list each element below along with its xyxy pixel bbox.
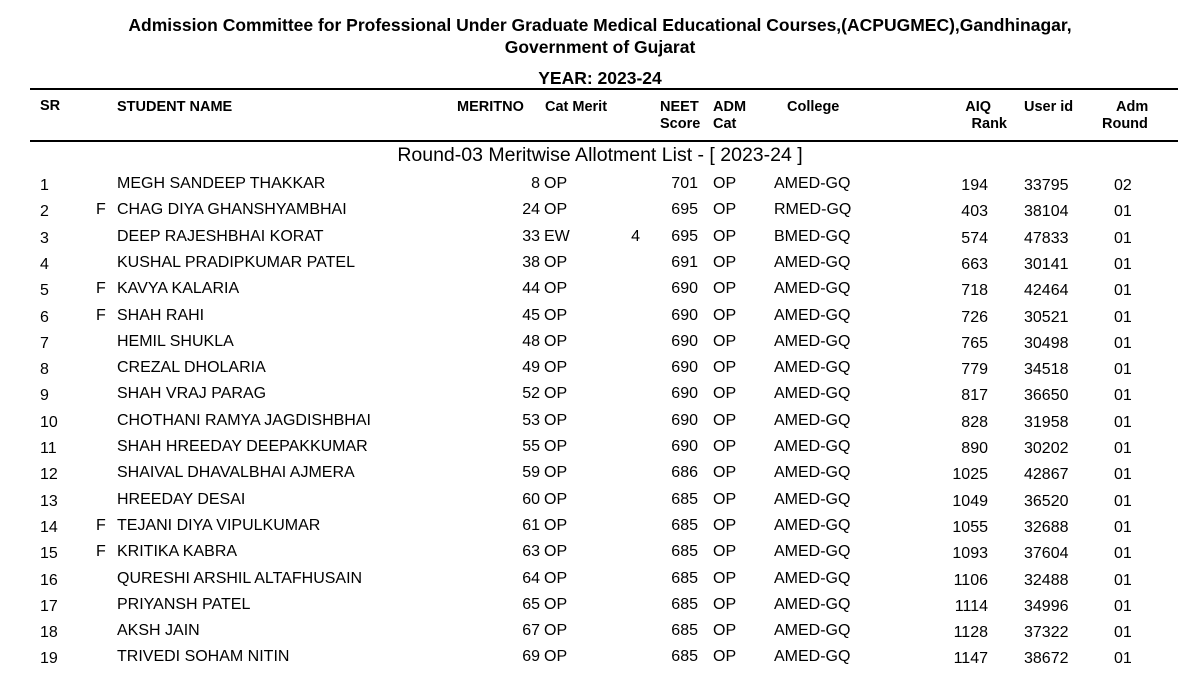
cell-aiq-rank: 890 xyxy=(961,440,988,457)
cell-sr: 14 xyxy=(40,518,58,536)
col-adm-round-line1: Adm xyxy=(1116,99,1149,115)
cell-college: AMED-GQ xyxy=(774,438,851,455)
cell-category: OP xyxy=(544,359,568,377)
cell-category: OP xyxy=(544,332,568,350)
cell-neet-score: 695 xyxy=(671,227,698,245)
cell-category: OP xyxy=(544,464,568,482)
cell-aiq-rank: 194 xyxy=(961,177,988,194)
cell-student-name: CHOTHANI RAMYA JAGDISHBHAI xyxy=(117,411,371,429)
cell-sr: 10 xyxy=(40,413,58,431)
cell-user-id: 47833 xyxy=(1024,229,1069,247)
cell-adm-cat: OP xyxy=(713,332,737,350)
cell-category: OP xyxy=(544,253,568,271)
col-aiq-line2: Rank xyxy=(971,116,1007,132)
cell-student-name: QURESHI ARSHIL ALTAFHUSAIN xyxy=(117,569,363,587)
cell-meritno: 60 xyxy=(522,490,540,508)
cell-user-id: 30521 xyxy=(1024,308,1069,326)
cell-gender: F xyxy=(96,516,106,534)
cell-student-name: KRITIKA KABRA xyxy=(117,543,238,561)
cell-category: EW xyxy=(544,227,570,245)
cell-adm-round: 01 xyxy=(1114,413,1132,431)
cell-college: AMED-GQ xyxy=(774,569,851,587)
cell-user-id: 33795 xyxy=(1024,177,1069,194)
cell-meritno: 65 xyxy=(522,595,540,613)
cell-adm-round: 01 xyxy=(1114,229,1132,247)
cell-user-id: 34518 xyxy=(1024,361,1069,379)
cell-student-name: HREEDAY DESAI xyxy=(117,490,246,508)
cell-aiq-rank: 663 xyxy=(961,255,988,273)
cell-sr: 11 xyxy=(40,440,57,457)
cell-adm-cat: OP xyxy=(713,622,737,640)
cell-college: AMED-GQ xyxy=(774,595,851,613)
cell-adm-round: 01 xyxy=(1114,624,1132,642)
cell-meritno: 53 xyxy=(522,411,540,429)
cell-student-name: SHAH HREEDAY DEEPAKKUMAR xyxy=(117,438,368,455)
cell-neet-score: 691 xyxy=(671,253,698,271)
cell-user-id: 32688 xyxy=(1024,518,1069,536)
cell-neet-score: 685 xyxy=(671,595,698,613)
cell-sr: 7 xyxy=(40,334,49,352)
cell-neet-score: 686 xyxy=(671,464,698,482)
cell-gender: F xyxy=(96,280,106,298)
cell-sr: 9 xyxy=(40,387,49,405)
cell-adm-round: 01 xyxy=(1114,440,1132,457)
cell-college: AMED-GQ xyxy=(774,280,851,298)
cell-adm-cat: OP xyxy=(713,411,737,429)
cell-meritno: 45 xyxy=(522,306,540,324)
cell-college: AMED-GQ xyxy=(774,253,851,271)
cell-neet-score: 685 xyxy=(671,569,698,587)
cell-user-id: 36650 xyxy=(1024,387,1069,405)
cell-aiq-rank: 1055 xyxy=(952,518,988,536)
cell-user-id: 38672 xyxy=(1024,650,1069,668)
cell-adm-cat: OP xyxy=(713,543,737,561)
cell-adm-round: 01 xyxy=(1114,518,1132,536)
cell-user-id: 32488 xyxy=(1024,571,1069,589)
cell-student-name: HEMIL SHUKLA xyxy=(117,332,234,350)
cell-adm-round: 02 xyxy=(1114,177,1132,194)
cell-meritno: 38 xyxy=(522,253,540,271)
cell-sr: 17 xyxy=(40,597,58,615)
cell-adm-cat: OP xyxy=(713,490,737,508)
cell-neet-score: 685 xyxy=(671,490,698,508)
cell-adm-round: 01 xyxy=(1114,597,1132,615)
cell-sr: 13 xyxy=(40,492,58,510)
col-meritno: MERITNO xyxy=(457,99,524,115)
cell-adm-round: 01 xyxy=(1114,255,1132,273)
cell-neet-score: 690 xyxy=(671,411,698,429)
cell-adm-round: 01 xyxy=(1114,361,1132,379)
cell-category: OP xyxy=(544,175,568,192)
cell-meritno: 24 xyxy=(522,201,540,219)
cell-adm-cat: OP xyxy=(713,175,737,192)
cell-adm-cat: OP xyxy=(713,569,737,587)
col-sr: SR xyxy=(40,98,61,114)
cell-meritno: 33 xyxy=(522,227,540,245)
cell-aiq-rank: 718 xyxy=(961,282,988,300)
header-top-rule xyxy=(30,88,1178,90)
cell-neet-score: 690 xyxy=(671,332,698,350)
cell-user-id: 42464 xyxy=(1024,282,1069,300)
col-adm-line2: Cat xyxy=(713,116,737,132)
cell-college: AMED-GQ xyxy=(774,490,851,508)
cell-gender: F xyxy=(96,306,106,324)
cell-student-name: AKSH JAIN xyxy=(117,622,200,640)
cell-adm-cat: OP xyxy=(713,359,737,377)
cell-aiq-rank: 403 xyxy=(961,203,988,221)
cell-student-name: SHAIVAL DHAVALBHAI AJMERA xyxy=(117,464,355,482)
cell-college: AMED-GQ xyxy=(774,175,851,192)
col-cat-merit: Cat Merit xyxy=(545,99,608,115)
col-user-id: User id xyxy=(1024,99,1074,115)
col-college: College xyxy=(787,99,840,115)
col-adm-line1: ADM xyxy=(713,99,747,115)
cell-sr: 15 xyxy=(40,545,58,563)
cell-adm-round: 01 xyxy=(1114,282,1132,300)
cell-college: AMED-GQ xyxy=(774,385,851,403)
cell-meritno: 69 xyxy=(522,648,540,666)
cell-aiq-rank: 828 xyxy=(961,413,988,431)
cell-adm-round: 01 xyxy=(1114,308,1132,326)
cell-college: AMED-GQ xyxy=(774,359,851,377)
document-title-line2: Government of Gujarat xyxy=(504,37,696,57)
cell-aiq-rank: 1093 xyxy=(952,545,988,563)
cell-student-name: TRIVEDI SOHAM NITIN xyxy=(117,648,290,666)
cell-adm-round: 01 xyxy=(1114,492,1132,510)
cell-gender: F xyxy=(96,543,106,561)
cell-sr: 16 xyxy=(40,571,58,589)
cell-adm-round: 01 xyxy=(1114,387,1132,405)
cell-aiq-rank: 1128 xyxy=(953,624,988,642)
cell-adm-cat: OP xyxy=(713,201,737,219)
cell-user-id: 38104 xyxy=(1024,203,1069,221)
cell-meritno: 8 xyxy=(531,175,540,192)
cell-category: OP xyxy=(544,490,568,508)
cell-aiq-rank: 817 xyxy=(961,387,988,405)
cell-aiq-rank: 1049 xyxy=(952,492,988,510)
cell-user-id: 30202 xyxy=(1024,440,1069,457)
cell-aiq-rank: 779 xyxy=(961,361,988,379)
cell-sr: 8 xyxy=(40,361,49,379)
cell-neet-score: 701 xyxy=(671,175,698,192)
cell-aiq-rank: 1114 xyxy=(954,597,988,615)
cell-aiq-rank: 1025 xyxy=(952,466,988,484)
cell-adm-round: 01 xyxy=(1114,571,1132,589)
cell-gender: F xyxy=(96,201,106,219)
cell-sr: 6 xyxy=(40,308,49,326)
cell-category: OP xyxy=(544,306,568,324)
cell-college: AMED-GQ xyxy=(774,622,851,640)
cell-adm-cat: OP xyxy=(713,227,737,245)
cell-neet-score: 685 xyxy=(671,648,698,666)
cell-user-id: 37604 xyxy=(1024,545,1069,563)
cell-category: OP xyxy=(544,201,568,219)
cell-category: OP xyxy=(544,648,568,666)
cell-adm-cat: OP xyxy=(713,438,737,455)
col-neet-line1: NEET xyxy=(660,99,699,115)
col-aiq-line1: AIQ xyxy=(965,99,991,115)
cell-meritno: 44 xyxy=(522,280,540,298)
cell-user-id: 30498 xyxy=(1024,334,1069,352)
cell-meritno: 64 xyxy=(522,569,540,587)
cell-student-name: SHAH VRAJ PARAG xyxy=(117,385,267,403)
cell-user-id: 34996 xyxy=(1024,597,1069,615)
cell-college: AMED-GQ xyxy=(774,516,851,534)
cell-user-id: 31958 xyxy=(1024,413,1069,431)
cell-sr: 18 xyxy=(40,624,58,642)
cell-adm-cat: OP xyxy=(713,280,737,298)
cell-college: AMED-GQ xyxy=(774,464,851,482)
cell-cat-merit: 4 xyxy=(631,227,640,245)
cell-category: OP xyxy=(544,622,568,640)
cell-adm-round: 01 xyxy=(1114,545,1132,563)
cell-neet-score: 690 xyxy=(671,385,698,403)
cell-neet-score: 695 xyxy=(671,201,698,219)
cell-aiq-rank: 574 xyxy=(961,229,988,247)
cell-category: OP xyxy=(544,280,568,298)
col-neet-line2: Score xyxy=(660,116,701,132)
cell-neet-score: 690 xyxy=(671,280,698,298)
cell-user-id: 37322 xyxy=(1024,624,1069,642)
cell-user-id: 30141 xyxy=(1024,255,1069,273)
cell-adm-cat: OP xyxy=(713,464,737,482)
cell-student-name: CREZAL DHOLARIA xyxy=(117,359,266,377)
cell-category: OP xyxy=(544,516,568,534)
cell-student-name: KAVYA KALARIA xyxy=(117,280,240,298)
cell-college: AMED-GQ xyxy=(774,543,851,561)
cell-meritno: 55 xyxy=(522,438,540,455)
allotment-list-title: Round-03 Meritwise Allotment List - [ 2023-24 ] xyxy=(397,144,803,166)
cell-college: AMED-GQ xyxy=(774,306,851,324)
cell-college: AMED-GQ xyxy=(774,648,851,666)
cell-sr: 12 xyxy=(40,466,58,484)
cell-student-name: PRIYANSH PATEL xyxy=(117,595,251,613)
cell-adm-cat: OP xyxy=(713,516,737,534)
cell-neet-score: 685 xyxy=(671,516,698,534)
cell-sr: 4 xyxy=(40,255,49,273)
cell-user-id: 36520 xyxy=(1024,492,1069,510)
cell-category: OP xyxy=(544,385,568,403)
cell-meritno: 48 xyxy=(522,332,540,350)
header-bottom-rule xyxy=(30,140,1178,142)
cell-neet-score: 690 xyxy=(671,359,698,377)
col-adm-round-line2: Round xyxy=(1102,116,1148,132)
cell-neet-score: 685 xyxy=(671,622,698,640)
cell-aiq-rank: 1106 xyxy=(953,571,988,589)
cell-college: RMED-GQ xyxy=(774,201,852,219)
cell-college: AMED-GQ xyxy=(774,411,851,429)
cell-category: OP xyxy=(544,411,568,429)
cell-aiq-rank: 726 xyxy=(961,308,988,326)
cell-adm-cat: OP xyxy=(713,306,737,324)
cell-neet-score: 690 xyxy=(671,438,698,455)
cell-sr: 5 xyxy=(40,282,49,300)
cell-meritno: 49 xyxy=(522,359,540,377)
cell-neet-score: 685 xyxy=(671,543,698,561)
cell-adm-round: 01 xyxy=(1114,334,1132,352)
cell-meritno: 63 xyxy=(522,543,540,561)
cell-category: OP xyxy=(544,569,568,587)
cell-college: AMED-GQ xyxy=(774,332,851,350)
cell-student-name: TEJANI DIYA VIPULKUMAR xyxy=(117,516,321,534)
cell-sr: 19 xyxy=(40,650,58,668)
cell-adm-round: 01 xyxy=(1114,650,1132,668)
cell-student-name: CHAG DIYA GHANSHYAMBHAI xyxy=(117,201,347,219)
cell-meritno: 61 xyxy=(522,516,540,534)
cell-student-name: KUSHAL PRADIPKUMAR PATEL xyxy=(117,253,355,271)
cell-adm-cat: OP xyxy=(713,253,737,271)
cell-category: OP xyxy=(544,438,568,455)
cell-category: OP xyxy=(544,595,568,613)
cell-student-name: DEEP RAJESHBHAI KORAT xyxy=(117,227,324,245)
cell-adm-cat: OP xyxy=(713,385,737,403)
cell-student-name: MEGH SANDEEP THAKKAR xyxy=(117,175,326,192)
cell-neet-score: 690 xyxy=(671,306,698,324)
cell-sr: 3 xyxy=(40,229,49,247)
cell-category: OP xyxy=(544,543,568,561)
cell-adm-cat: OP xyxy=(713,648,737,666)
cell-meritno: 67 xyxy=(522,622,540,640)
cell-college: BMED-GQ xyxy=(774,227,851,245)
cell-adm-round: 01 xyxy=(1114,203,1132,221)
cell-sr: 2 xyxy=(40,203,49,221)
document-title-line1: Admission Committee for Professional Under Graduate Medical Educational Courses,(ACPUGMEC),Gandhinagar, xyxy=(128,15,1072,35)
cell-aiq-rank: 1147 xyxy=(953,650,988,668)
cell-sr: 1 xyxy=(40,177,49,194)
col-student-name: STUDENT NAME xyxy=(117,99,233,115)
cell-user-id: 42867 xyxy=(1024,466,1069,484)
cell-student-name: SHAH RAHI xyxy=(117,306,205,324)
cell-aiq-rank: 765 xyxy=(961,334,988,352)
cell-adm-cat: OP xyxy=(713,595,737,613)
academic-year: YEAR: 2023-24 xyxy=(538,68,662,88)
cell-adm-round: 01 xyxy=(1114,466,1132,484)
cell-meritno: 59 xyxy=(522,464,540,482)
cell-meritno: 52 xyxy=(522,385,540,403)
